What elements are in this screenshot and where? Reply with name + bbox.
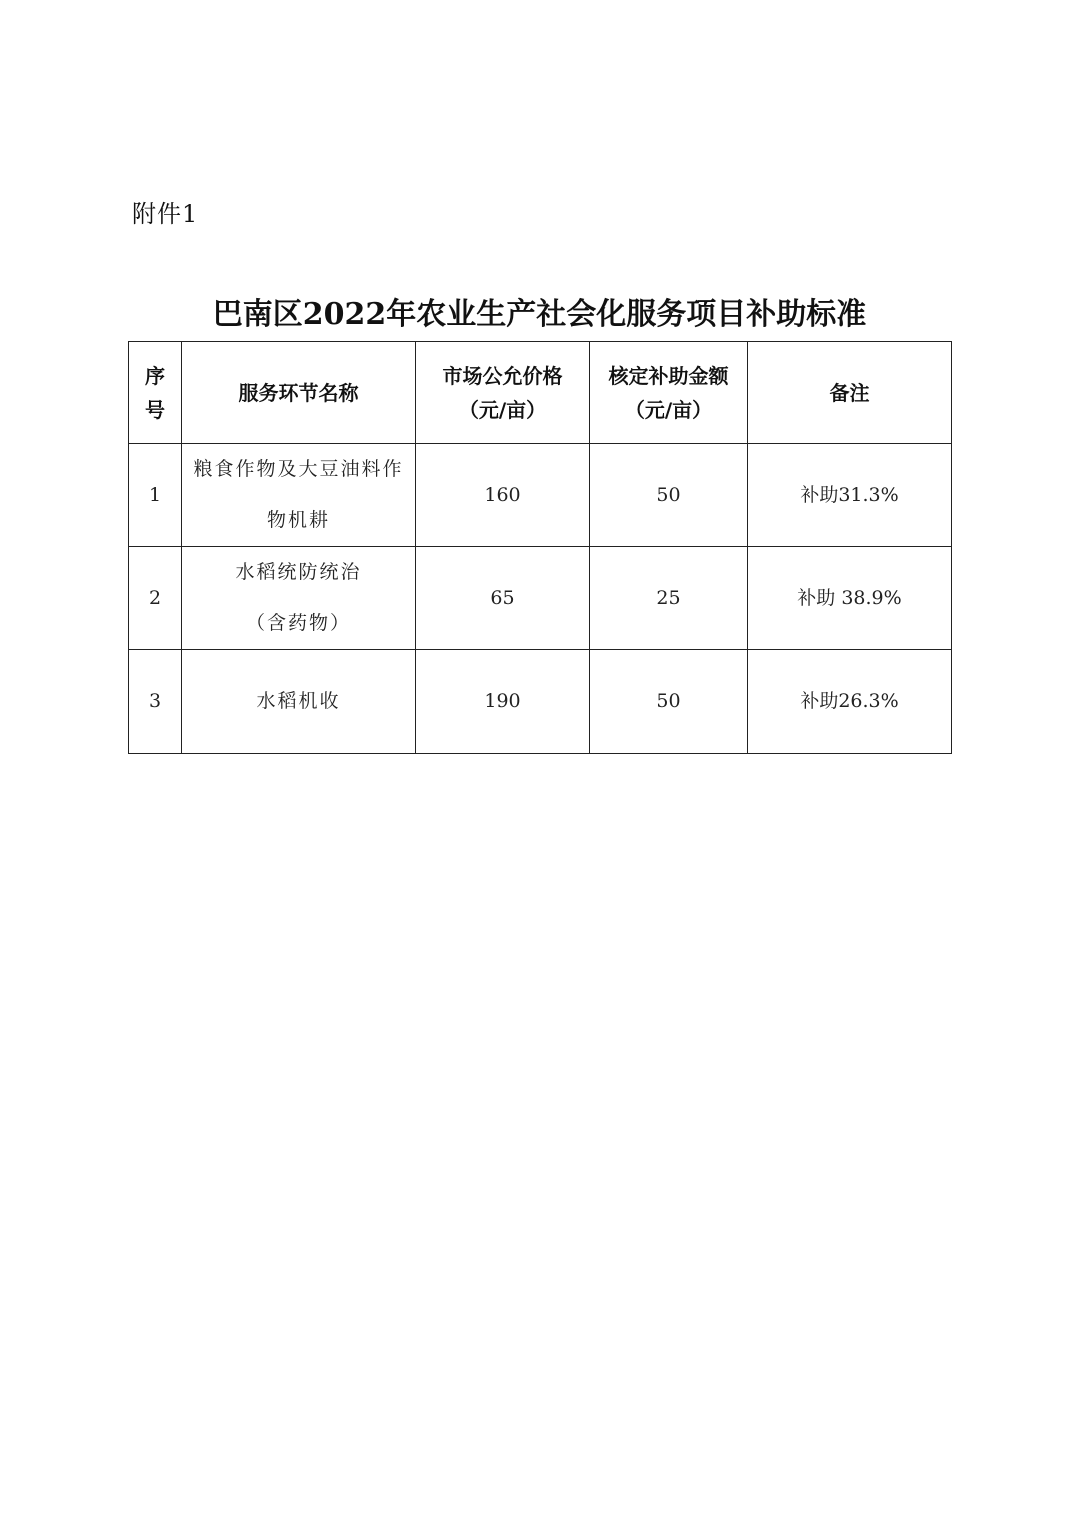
row-seq: 3 — [129, 650, 182, 754]
row-note: 补助 38.9% — [748, 547, 952, 650]
header-price-line1: 市场公允价格 — [442, 363, 563, 388]
row-market-price: 160 — [416, 444, 590, 547]
header-market-price — [416, 342, 590, 444]
row-service-name-line2: 物机耕 — [266, 509, 330, 531]
row-note: 补助26.3% — [748, 650, 952, 754]
header-service-name — [182, 342, 416, 444]
attachment-label: 附件1 — [132, 200, 199, 228]
row-service-name — [182, 444, 416, 547]
header-service-label: 服务环节名称 — [238, 380, 359, 405]
header-subsidy-line1: 核定补助金额 — [608, 363, 729, 388]
row-service-name — [182, 650, 416, 754]
header-subsidy-amount — [590, 342, 748, 444]
row-market-price: 65 — [416, 547, 590, 650]
header-note — [748, 342, 952, 444]
row-service-name-line1: 水稻机收 — [256, 690, 341, 712]
row-seq: 1 — [129, 444, 182, 547]
row-subsidy-amount: 25 — [590, 547, 748, 650]
header-seq-line1: 序 — [145, 363, 165, 388]
header-seq-line2: 号 — [145, 397, 165, 422]
row-subsidy-amount: 50 — [590, 650, 748, 754]
header-price-line2: （元/亩） — [458, 397, 547, 422]
table-row — [129, 547, 952, 650]
table-header-row — [129, 342, 952, 444]
table-row — [129, 444, 952, 547]
table-row — [129, 650, 952, 754]
row-subsidy-amount: 50 — [590, 444, 748, 547]
row-service-name-line1: 粮食作物及大豆油料作 — [193, 458, 404, 480]
subsidy-standard-table — [128, 341, 952, 754]
row-market-price: 190 — [416, 650, 590, 754]
document-title: 巴南区2022年农业生产社会化服务项目补助标准 — [212, 297, 867, 332]
row-service-name-line1: 水稻统防统治 — [235, 561, 362, 583]
row-service-name-line2: （含药物） — [245, 612, 351, 634]
header-seq — [129, 342, 182, 444]
row-seq: 2 — [129, 547, 182, 650]
header-subsidy-line2: （元/亩） — [624, 397, 713, 422]
row-note: 补助31.3% — [748, 444, 952, 547]
row-service-name — [182, 547, 416, 650]
header-note-label: 备注 — [829, 380, 870, 405]
